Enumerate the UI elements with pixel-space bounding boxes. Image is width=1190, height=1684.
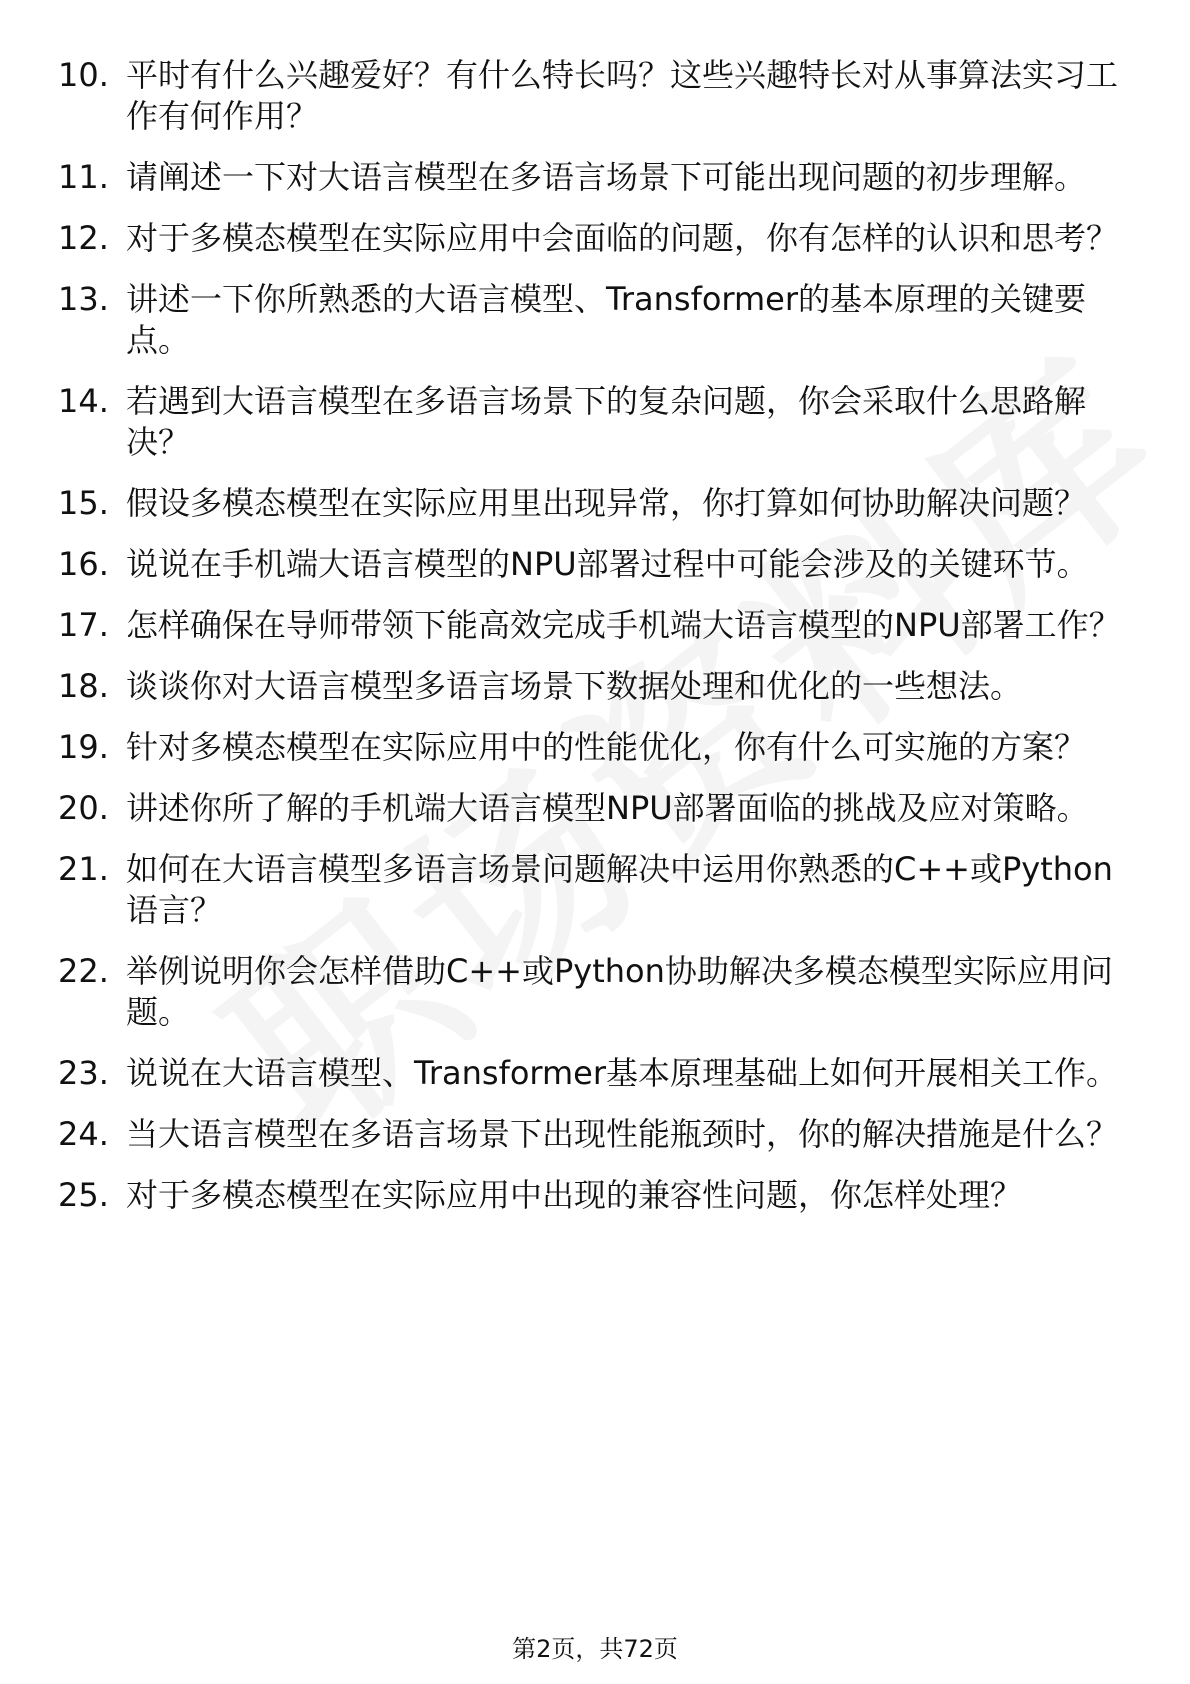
item-text: 对于多模态模型在实际应用中出现的兼容性问题，你怎样处理？ bbox=[126, 1176, 1023, 1214]
list-item bbox=[58, 157, 1128, 198]
item-number: 12. bbox=[58, 219, 109, 257]
item-number: 18. bbox=[58, 667, 109, 705]
list-item bbox=[58, 727, 1128, 768]
item-text: 平时有什么兴趣爱好？有什么特长吗？这些兴趣特长对从事算法实习工作有何作用？ bbox=[126, 56, 1119, 135]
item-number: 20. bbox=[58, 789, 109, 827]
item-number: 15. bbox=[58, 484, 109, 522]
item-text: 对于多模态模型在实际应用中会面临的问题，你有怎样的认识和思考？ bbox=[126, 219, 1119, 257]
list-item bbox=[58, 1053, 1128, 1094]
item-text: 怎样确保在导师带领下能高效完成手机端大语言模型的NPU部署工作？ bbox=[126, 606, 1121, 644]
item-text: 请阐述一下对大语言模型在多语言场景下可能出现问题的初步理解。 bbox=[126, 158, 1087, 196]
item-text: 说说在手机端大语言模型的NPU部署过程中可能会涉及的关键环节。 bbox=[126, 545, 1089, 583]
list-item bbox=[58, 483, 1128, 524]
item-number: 21. bbox=[58, 850, 109, 888]
list-item bbox=[58, 788, 1128, 829]
item-text: 假设多模态模型在实际应用里出现异常，你打算如何协助解决问题？ bbox=[126, 484, 1087, 522]
item-number: 13. bbox=[58, 280, 109, 318]
list-item bbox=[58, 218, 1128, 259]
item-text: 谈谈你对大语言模型多语言场景下数据处理和优化的一些想法。 bbox=[126, 667, 1023, 705]
item-number: 24. bbox=[58, 1115, 109, 1153]
list-item bbox=[58, 666, 1128, 707]
item-text: 举例说明你会怎样借助C++或Python协助解决多模态模型实际应用问题。 bbox=[126, 952, 1113, 1031]
list-item bbox=[58, 605, 1128, 646]
item-number: 23. bbox=[58, 1054, 109, 1092]
list-item bbox=[58, 849, 1128, 931]
item-text: 针对多模态模型在实际应用中的性能优化，你有什么可实施的方案？ bbox=[126, 728, 1087, 766]
question-list bbox=[58, 55, 1128, 1236]
item-text: 如何在大语言模型多语言场景问题解决中运用你熟悉的C++或Python语言？ bbox=[126, 850, 1113, 929]
item-number: 11. bbox=[58, 158, 109, 196]
item-text: 讲述你所了解的手机端大语言模型NPU部署面临的挑战及应对策略。 bbox=[126, 789, 1089, 827]
page-footer: 第2页，共72页 bbox=[512, 1635, 678, 1663]
item-number: 22. bbox=[58, 952, 109, 990]
item-text: 说说在大语言模型、Transformer基本原理基础上如何开展相关工作。 bbox=[126, 1054, 1119, 1092]
item-text: 若遇到大语言模型在多语言场景下的复杂问题，你会采取什么思路解决？ bbox=[126, 382, 1087, 461]
item-number: 17. bbox=[58, 606, 109, 644]
list-item bbox=[58, 381, 1128, 463]
item-number: 19. bbox=[58, 728, 109, 766]
list-item bbox=[58, 1175, 1128, 1216]
item-text: 讲述一下你所熟悉的大语言模型、Transformer的基本原理的关键要点。 bbox=[126, 280, 1087, 359]
item-text: 当大语言模型在多语言场景下出现性能瓶颈时，你的解决措施是什么？ bbox=[126, 1115, 1119, 1153]
item-number: 14. bbox=[58, 382, 109, 420]
list-item bbox=[58, 55, 1128, 137]
list-item bbox=[58, 279, 1128, 361]
item-number: 16. bbox=[58, 545, 109, 583]
list-item bbox=[58, 544, 1128, 585]
list-item bbox=[58, 951, 1128, 1033]
item-number: 10. bbox=[58, 56, 109, 94]
list-item bbox=[58, 1114, 1128, 1155]
item-number: 25. bbox=[58, 1176, 109, 1214]
